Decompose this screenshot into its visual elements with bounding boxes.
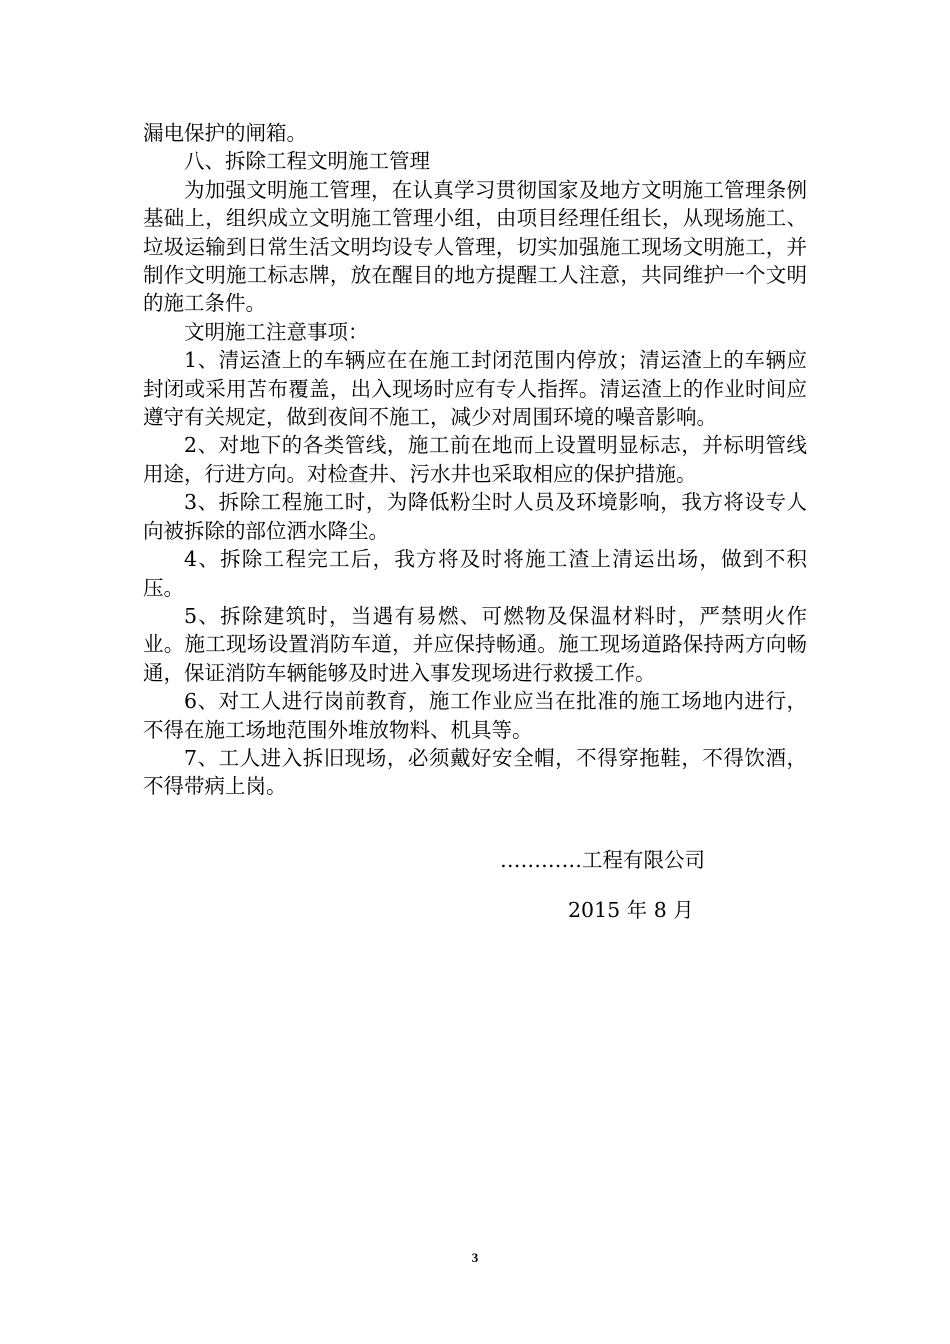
- list-item: 1、清运渣上的车辆应在在施工封闭范围内停放；清运渣上的车辆应封闭或采用苫布覆盖，出入现场时应有专人指挥。清运渣上的作业时间应遵守有关规定，做到夜间不施工，减少对周围环境的噪音影响。: [143, 348, 807, 430]
- page-number: 3: [471, 1250, 479, 1265]
- list-item: 5、拆除建筑时，当遇有易燃、可燃物及保温材料时，严禁明火作业。施工现场设置消防车道，并应保持畅通。施工现场道路保持两方向畅通，保证消防车辆能够及时进入事发现场进行救援工作。: [143, 603, 807, 685]
- list-item: 4、拆除工程完工后，我方将及时将施工渣上清运出场，做到不积压。: [143, 547, 807, 600]
- list-item: 2、对地下的各类管线，施工前在地而上设置明显标志，并标明管线用途，行进方向。对检查井、污水井也采取相应的保护措施。: [143, 433, 807, 486]
- paragraph-continuation: 漏电保护的闸箱。: [143, 121, 307, 145]
- paragraph-intro: 为加强文明施工管理，在认真学习贯彻国家及地方文明施工管理条例基础上，组织成立文明施工管理小组，由项目经理任组长，从现场施工、垃圾运输到日常生活文明均设专人管理，切实加强施工现场文明施工，并制作文明施工标志牌，放在醒目的地方提醒工人注意，共同维护一个文明的施工条件。: [143, 177, 807, 316]
- list-item: 6、对工人进行岗前教育，施工作业应当在批准的施工场地内进行，不得在施工场地范围外堆放物料、机具等。: [143, 689, 807, 742]
- company-signature: …………工程有限公司: [500, 848, 705, 872]
- subsection-heading: 文明施工注意事项：: [184, 319, 369, 344]
- list-item: 3、拆除工程施工时，为降低粉尘时人员及环境影响，我方将设专人向被拆除的部位洒水降尘。: [143, 490, 807, 543]
- document-date: 2015 年 8 月: [568, 898, 694, 922]
- document-body: [143, 119, 807, 801]
- section-heading: 八、拆除工程文明施工管理: [184, 149, 430, 174]
- list-item: 7、工人进入拆旧现场，必须戴好安全帽，不得穿拖鞋，不得饮酒，不得带病上岗。: [143, 745, 807, 799]
